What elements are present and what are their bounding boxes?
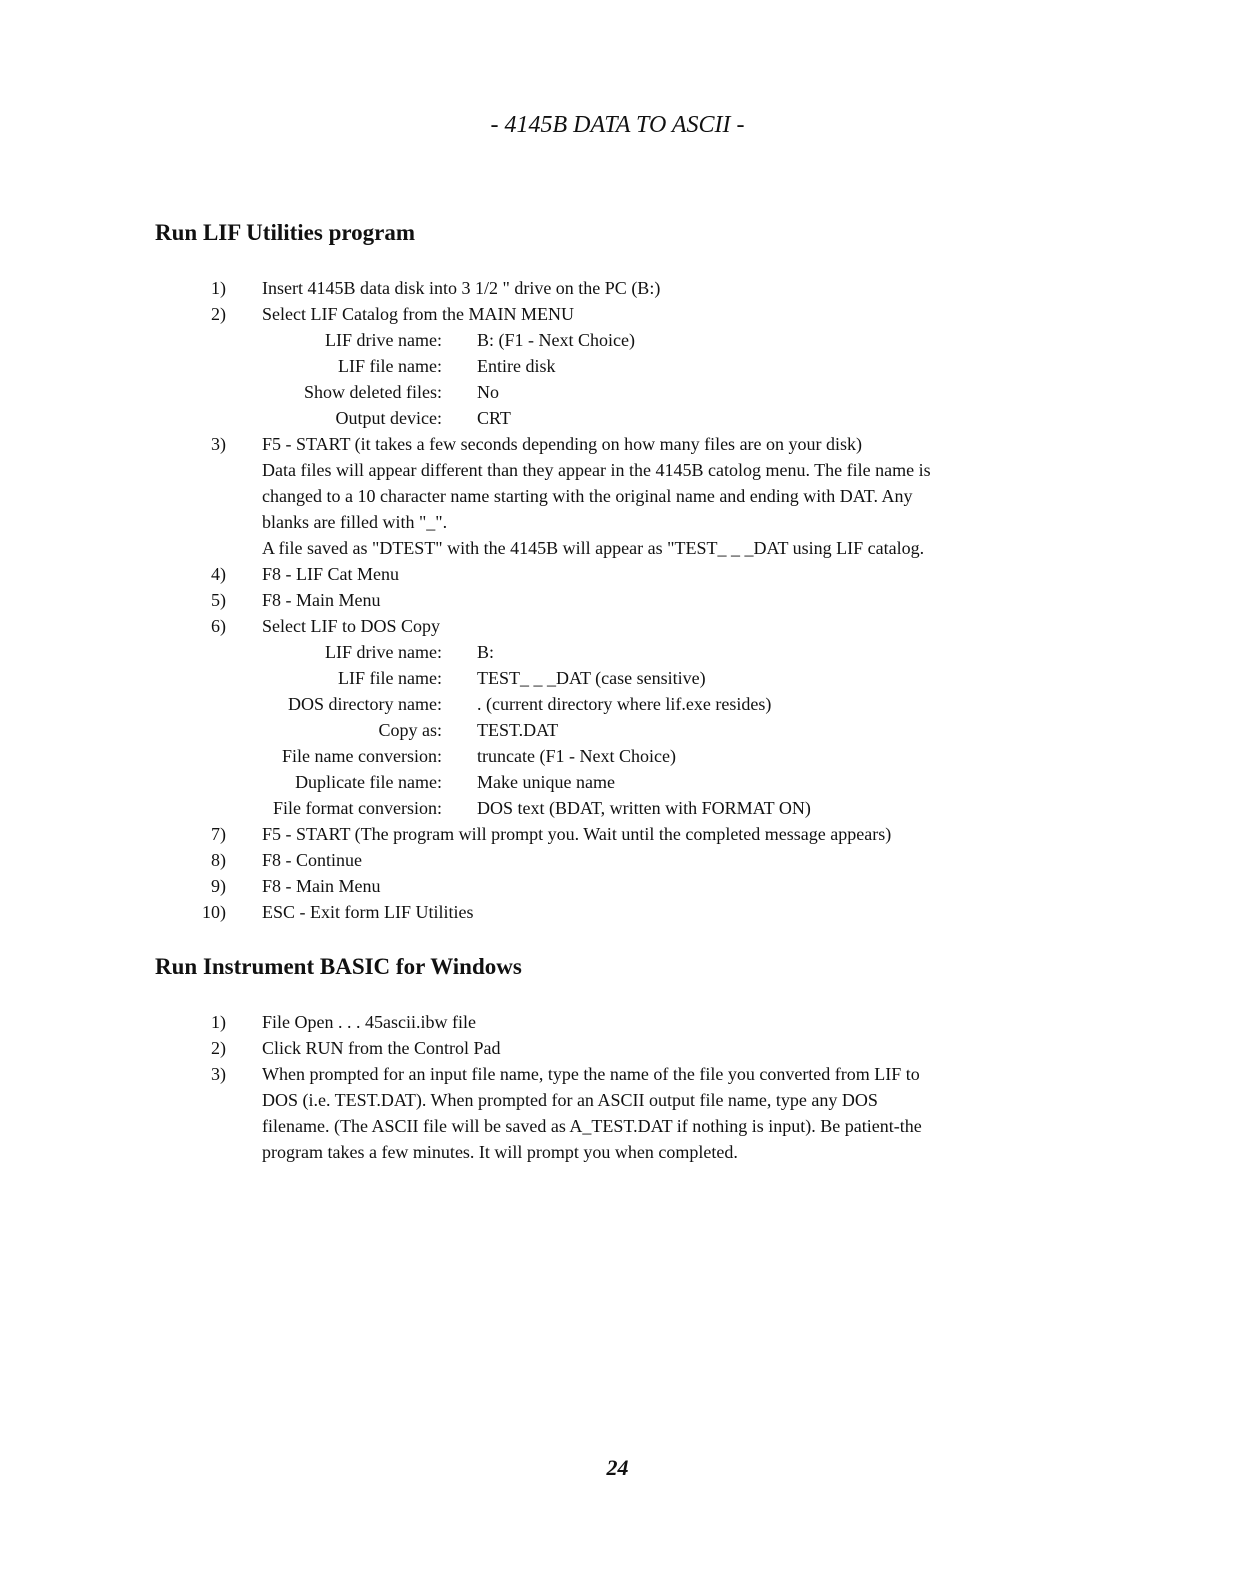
step-text: Data files will appear different than they appear in the 4145B catolog menu. The file name is <box>262 460 931 480</box>
step-number: 1) <box>211 1012 226 1032</box>
step-number: 9) <box>211 876 226 896</box>
step-number: 1) <box>211 278 226 298</box>
step-text: program takes a few minutes. It will prompt you when completed. <box>262 1142 738 1162</box>
field-label: LIF drive name: <box>325 642 442 662</box>
section-heading-instrument-basic: Run Instrument BASIC for Windows <box>155 954 522 979</box>
step-text: ESC - Exit form LIF Utilities <box>262 902 474 922</box>
field-label: LIF file name: <box>338 356 442 376</box>
field-value: No <box>477 382 499 402</box>
section-heading-lif-utilities: Run LIF Utilities program <box>155 220 416 245</box>
page-title: - 4145B DATA TO ASCII - <box>490 112 745 138</box>
field-label: LIF file name: <box>338 668 442 688</box>
step-text: changed to a 10 character name starting with the original name and ending with DAT. Any <box>262 486 913 506</box>
field-value: truncate (F1 - Next Choice) <box>477 746 676 766</box>
step-number: 3) <box>211 434 226 454</box>
step-number: 4) <box>211 564 226 584</box>
step-text: DOS (i.e. TEST.DAT). When prompted for an ASCII output file name, type any DOS <box>262 1090 878 1110</box>
step-text: F8 - Continue <box>262 850 363 870</box>
step-text: filename. (The ASCII file will be saved as A_TEST.DAT if nothing is input). Be patient-the <box>262 1116 922 1136</box>
step-text: blanks are filled with "_". <box>262 512 448 532</box>
field-value: TEST_ _ _DAT (case sensitive) <box>477 668 706 688</box>
field-value: TEST.DAT <box>477 720 559 740</box>
step-number: 6) <box>211 616 226 636</box>
field-label: File format conversion: <box>273 798 442 818</box>
step-text: Select LIF Catalog from the MAIN MENU <box>262 304 574 324</box>
step-text: F8 - Main Menu <box>262 590 381 610</box>
step-text: Select LIF to DOS Copy <box>262 616 440 636</box>
field-value: CRT <box>477 408 511 428</box>
field-label: Show deleted files: <box>304 382 442 402</box>
step-text: A file saved as "DTEST" with the 4145B will appear as "TEST_ _ _DAT using LIF catalog. <box>262 538 925 558</box>
field-value: Entire disk <box>477 356 556 376</box>
field-value: B: <box>477 642 495 662</box>
step-text: When prompted for an input file name, type the name of the file you converted from LIF to <box>262 1064 920 1084</box>
field-label: Output device: <box>335 408 442 428</box>
field-value: DOS text (BDAT, written with FORMAT ON) <box>477 798 811 818</box>
step-number: 5) <box>211 590 226 610</box>
field-value: . (current directory where lif.exe resides) <box>477 694 772 714</box>
step-text: Click RUN from the Control Pad <box>262 1038 501 1058</box>
page-number: 24 <box>606 1455 629 1480</box>
step-text: Insert 4145B data disk into 3 1/2 " drive on the PC (B:) <box>262 278 661 298</box>
step-text: File Open . . . 45ascii.ibw file <box>262 1012 476 1032</box>
step-text: F5 - START (The program will prompt you. Wait until the completed message appears) <box>262 824 892 844</box>
field-label: DOS directory name: <box>288 694 442 714</box>
field-label: Copy as: <box>378 720 442 740</box>
step-number: 10) <box>202 902 226 922</box>
field-value: B: (F1 - Next Choice) <box>477 330 635 350</box>
field-label: LIF drive name: <box>325 330 442 350</box>
step-text: F8 - LIF Cat Menu <box>262 564 399 584</box>
step-number: 3) <box>211 1064 226 1084</box>
step-number: 7) <box>211 824 226 844</box>
field-label: Duplicate file name: <box>295 772 442 792</box>
step-number: 2) <box>211 1038 226 1058</box>
step-text: F8 - Main Menu <box>262 876 381 896</box>
field-value: Make unique name <box>477 772 615 792</box>
field-label: File name conversion: <box>282 746 442 766</box>
step-text: F5 - START (it takes a few seconds depending on how many files are on your disk) <box>262 434 863 454</box>
step-number: 8) <box>211 850 226 870</box>
step-number: 2) <box>211 304 226 324</box>
